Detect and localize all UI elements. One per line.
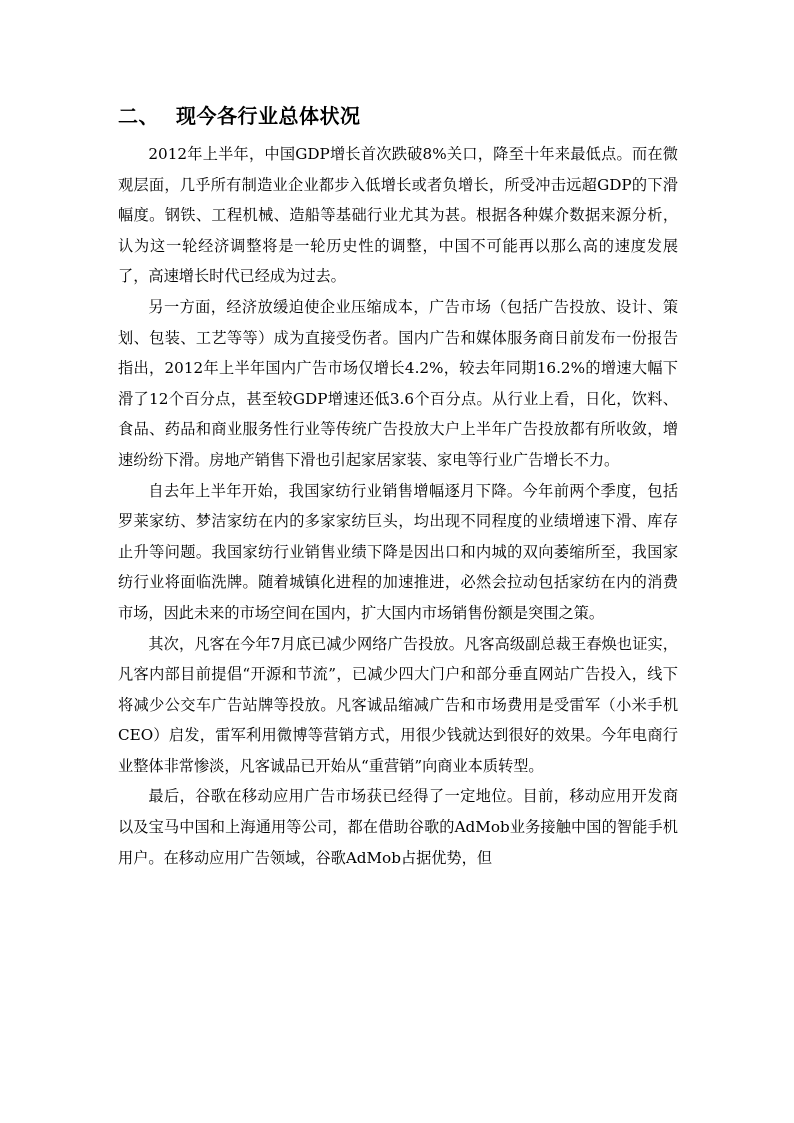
section-heading (118, 100, 678, 132)
paragraph-home-textile: 自去年上半年开始，我国家纺行业销售增幅逐月下降。今年前两个季度，包括罗莱家纺、梦洁家纺在内的多家家纺巨头，均出现不同程度的业绩增速下滑、库存止升等问题。我国家纺行业销售业绩下降是因出口和内城的双向萎缩所至，我国家纺行业将面临洗牌。随着城镇化进程的加速推进，必然会拉动包括家纺在内的消费市场，因此未来的市场空间在国内，扩大国内市场销售份额是突围之策。 (118, 481, 678, 622)
body-text (118, 139, 678, 873)
section-title: 现今各行业总体状况 (176, 104, 361, 128)
paragraph-google-admob: 最后，谷歌在移动应用广告市场获已经得了一定地位。目前，移动应用开发商以及宝马中国和上海通用等公司，都在借助谷歌的AdMob业务接触中国的智能手机用户。在移动应用广告领域，谷歌AdMob占据优势，但 (118, 787, 678, 867)
paragraph-vancl: 其次，凡客在今年7月底已减少网络广告投放。凡客高级副总裁王春焕也证实，凡客内部目前提倡“开源和节流”，已减少四大门户和部分垂直网站广告投入，线下将减少公交车广告站牌等投放。凡客诚品缩减广告和市场费用是受雷军（小米手机CEO）启发，雷军利用微博等营销方式，用很少钱就达到很好的效果。今年电商行业整体非常惨淡，凡客诚品已开始从“重营销”向商业本质转型。 (118, 634, 678, 775)
paragraph-gdp: 2012年上半年，中国GDP增长首次跌破8%关口，降至十年来最低点。而在微观层面，几乎所有制造业企业都步入低增长或者负增长，所受冲击远超GDP的下滑幅度。钢铁、工程机械、造船等基础行业尤其为甚。根据各种媒介数据来源分析，认为这一轮经济调整将是一轮历史性的调整，中国不可能再以那么高的速度发展了，高速增长时代已经成为过去。 (118, 145, 678, 286)
section-number: 二、 (118, 104, 159, 128)
paragraph-advertising-market: 另一方面，经济放缓迫使企业压缩成本，广告市场（包括广告投放、设计、策划、包装、工艺等等）成为直接受伤者。国内广告和媒体服务商日前发布一份报告指出，2012年上半年国内广告市场仅增长4.2%，较去年同期16.2%的增速大幅下滑了12个百分点，甚至较GDP增速还低3.6个百分点。从行业上看，日化，饮料、食品、药品和商业服务性行业等传统广告投放大户上半年广告投放都有所收敛，增速纷纷下滑。房地产销售下滑也引起家居家装、家电等行业广告增长不力。 (118, 297, 678, 469)
